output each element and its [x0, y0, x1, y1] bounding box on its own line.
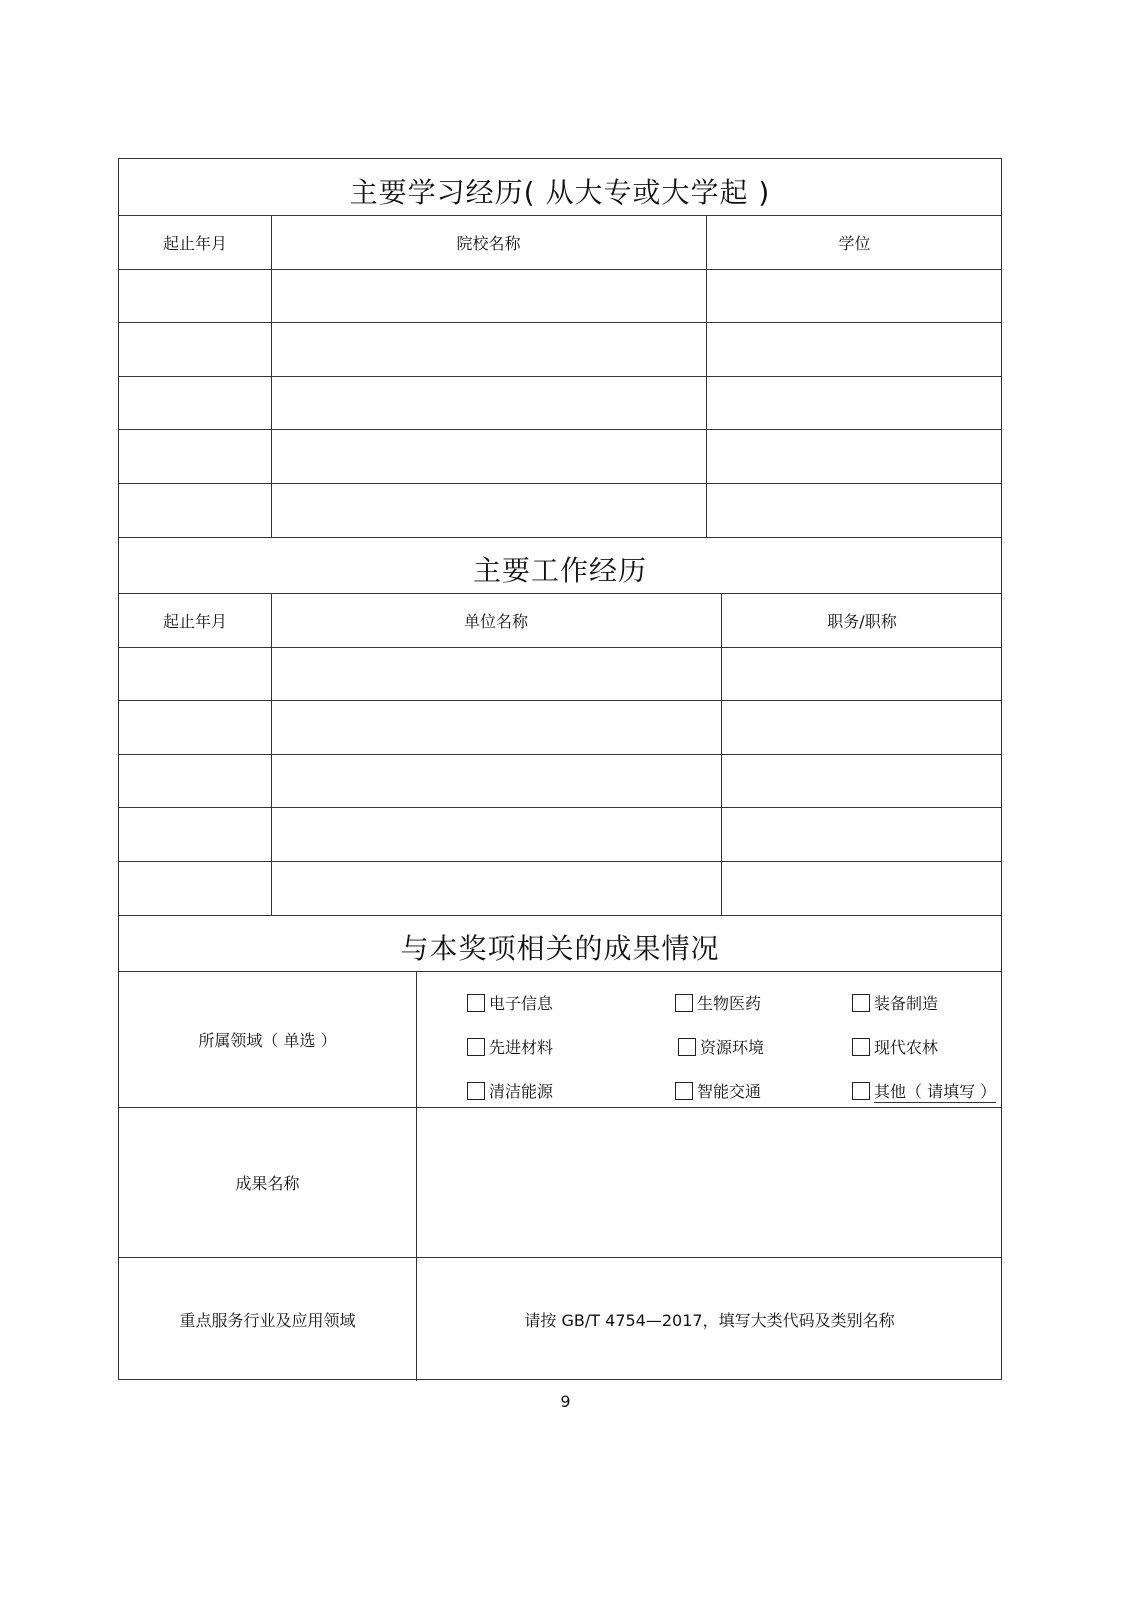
- divider: [119, 537, 1001, 538]
- divider: [119, 376, 1001, 377]
- divider: [119, 269, 1001, 270]
- achievement-name-field[interactable]: [416, 1107, 1003, 1257]
- achievement-title: 与本奖项相关的成果情况: [400, 932, 720, 965]
- checkbox-icon[interactable]: [467, 1082, 485, 1100]
- divider: [119, 647, 1001, 648]
- checkbox-icon[interactable]: [467, 994, 485, 1012]
- option-biomedicine[interactable]: [675, 991, 761, 1014]
- page-number: 9: [560, 1392, 571, 1411]
- education-header-period: 起止年月: [162, 233, 227, 253]
- divider: [706, 215, 707, 537]
- divider: [119, 700, 1001, 701]
- divider: [119, 429, 1001, 430]
- divider: [119, 754, 1001, 755]
- option-label: 电子信息: [489, 994, 554, 1013]
- checkbox-icon[interactable]: [675, 994, 693, 1012]
- option-label: 生物医药: [697, 994, 762, 1013]
- option-label: 装备制造: [874, 994, 939, 1013]
- option-electronic-info[interactable]: [467, 991, 553, 1014]
- field-label: 所属领域（ 单选 ）: [198, 1030, 337, 1050]
- divider: [119, 483, 1001, 484]
- form-table: [118, 158, 1002, 1380]
- work-header-position: 职务/职称: [827, 611, 897, 631]
- divider: [119, 807, 1001, 808]
- option-label: 现代农林: [874, 1038, 939, 1057]
- divider: [721, 593, 722, 915]
- achievement-name-label: 成果名称: [235, 1173, 300, 1193]
- divider: [119, 322, 1001, 323]
- work-header-employer: 单位名称: [463, 611, 528, 631]
- checkbox-icon[interactable]: [678, 1038, 696, 1056]
- option-other[interactable]: [852, 1079, 996, 1103]
- option-label: 资源环境: [700, 1038, 765, 1057]
- divider: [119, 915, 1001, 916]
- work-header-period: 起止年月: [162, 611, 227, 631]
- education-title: 主要学习经历( 从大专或大学起 ): [349, 176, 771, 209]
- option-label: 清洁能源: [489, 1082, 554, 1101]
- divider: [119, 861, 1001, 862]
- checkbox-icon[interactable]: [852, 1038, 870, 1056]
- option-equipment-manufacturing[interactable]: [852, 991, 938, 1014]
- education-header-degree: 学位: [838, 233, 871, 253]
- option-label: 智能交通: [697, 1082, 762, 1101]
- work-title: 主要工作经历: [472, 554, 647, 587]
- checkbox-icon[interactable]: [852, 994, 870, 1012]
- service-label: 重点服务行业及应用领域: [179, 1310, 356, 1330]
- checkbox-icon[interactable]: [467, 1038, 485, 1056]
- option-advanced-materials[interactable]: [467, 1035, 553, 1058]
- option-clean-energy[interactable]: [467, 1079, 553, 1102]
- option-label: 先进材料: [489, 1038, 554, 1057]
- education-header-school: 院校名称: [456, 233, 521, 253]
- divider: [271, 215, 272, 537]
- divider: [271, 593, 272, 915]
- checkbox-icon[interactable]: [852, 1082, 870, 1100]
- divider: [416, 971, 417, 1381]
- option-label: 其他（ 请填写 ）: [874, 1079, 996, 1103]
- checkbox-icon[interactable]: [675, 1082, 693, 1100]
- option-resources-environment[interactable]: [678, 1035, 764, 1058]
- option-modern-agriculture[interactable]: [852, 1035, 938, 1058]
- service-field[interactable]: 请按 GB/T 4754—2017，填写大类代码及类别名称: [524, 1310, 895, 1330]
- option-smart-transport[interactable]: [675, 1079, 761, 1102]
